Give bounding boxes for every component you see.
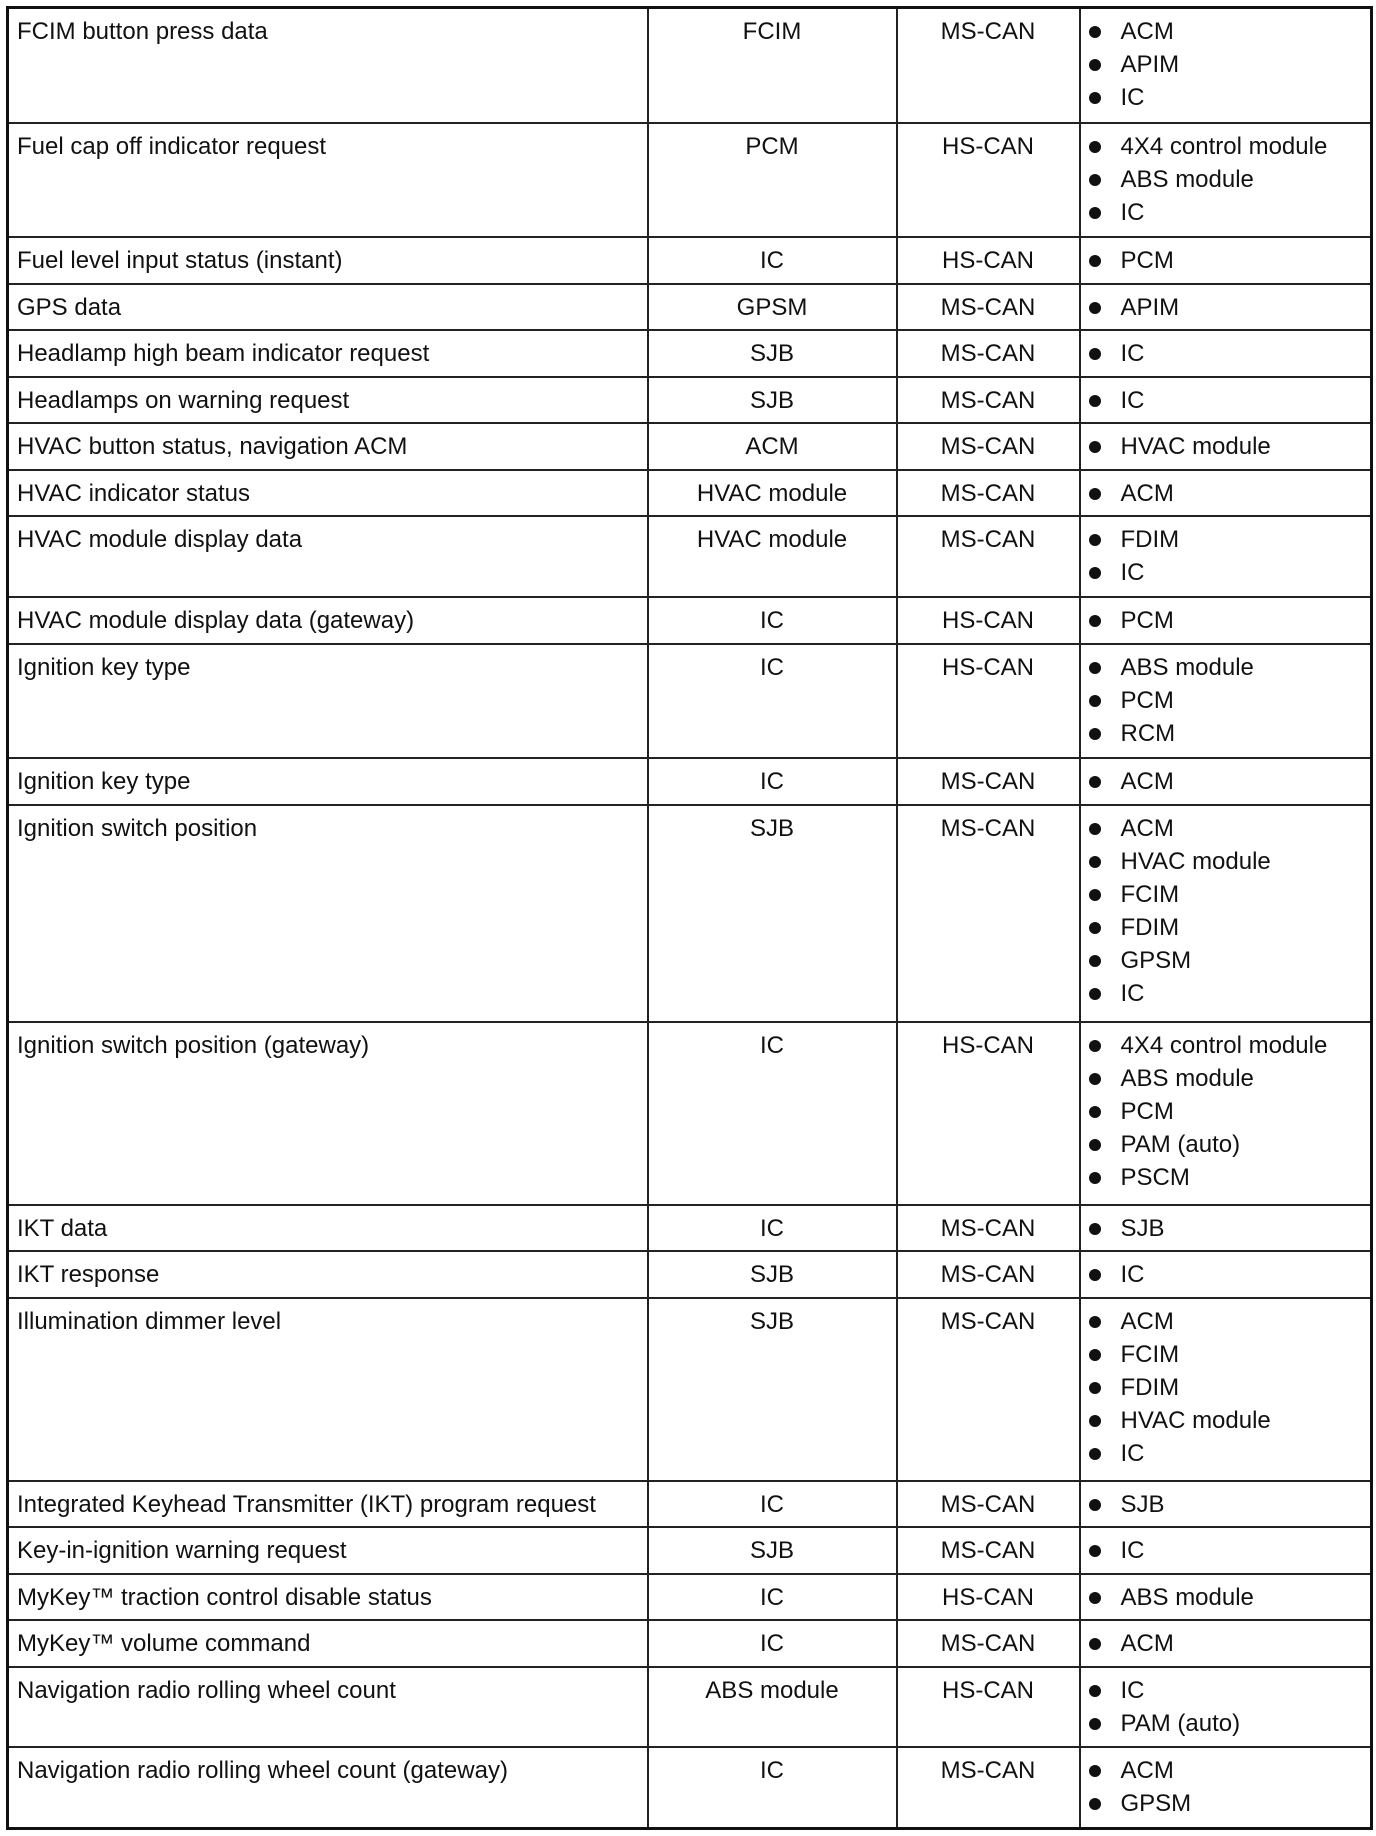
receiver-list [1089, 523, 1363, 589]
message-cell: Headlamps on warning request [8, 377, 648, 424]
receiver-list-item: ACM [1089, 15, 1363, 48]
table-row [8, 123, 1372, 238]
receiver-list [1089, 1581, 1363, 1614]
receiving-modules-cell [1080, 516, 1372, 597]
message-cell: GPS data [8, 284, 648, 331]
message-cell: Ignition switch position [8, 805, 648, 1022]
network-cell: HS-CAN [897, 1667, 1080, 1748]
receiving-modules-cell [1080, 284, 1372, 331]
receiver-list-item: IC [1089, 1534, 1363, 1567]
receiving-modules-cell [1080, 1574, 1372, 1621]
receiving-modules-cell [1080, 805, 1372, 1022]
receiver-list-item: ACM [1089, 765, 1363, 798]
network-cell: HS-CAN [897, 1022, 1080, 1205]
source-module-cell: IC [648, 1205, 897, 1252]
receiver-list [1089, 1305, 1363, 1470]
table-row [8, 237, 1372, 284]
source-module-cell: PCM [648, 123, 897, 238]
message-cell: Illumination dimmer level [8, 1298, 648, 1481]
receiver-list-item: ABS module [1089, 163, 1363, 196]
source-module-cell: GPSM [648, 284, 897, 331]
receiver-list-item: IC [1089, 196, 1363, 229]
receiver-list-item: GPSM [1089, 1787, 1363, 1820]
message-cell: Headlamp high beam indicator request [8, 330, 648, 377]
receiving-modules-cell [1080, 1527, 1372, 1574]
receiver-list [1089, 1488, 1363, 1521]
receiver-list-item: ABS module [1089, 1062, 1363, 1095]
receiving-modules-cell [1080, 237, 1372, 284]
table-row [8, 1251, 1372, 1298]
receiver-list-item: FDIM [1089, 1371, 1363, 1404]
receiver-list-item: IC [1089, 556, 1363, 589]
receiver-list [1089, 1754, 1363, 1820]
receiver-list-item: IC [1089, 1258, 1363, 1291]
receiver-list-item: ABS module [1089, 651, 1363, 684]
network-cell: MS-CAN [897, 377, 1080, 424]
source-module-cell: SJB [648, 1527, 897, 1574]
receiver-list-item: PCM [1089, 1095, 1363, 1128]
source-module-cell: SJB [648, 1298, 897, 1481]
receiver-list [1089, 384, 1363, 417]
receiver-list-item: FDIM [1089, 523, 1363, 556]
source-module-cell: IC [648, 1574, 897, 1621]
network-cell: MS-CAN [897, 805, 1080, 1022]
network-cell: MS-CAN [897, 470, 1080, 517]
receiver-list-item: PCM [1089, 684, 1363, 717]
message-cell: IKT response [8, 1251, 648, 1298]
source-module-cell: HVAC module [648, 516, 897, 597]
message-cell: Navigation radio rolling wheel count (gateway) [8, 1747, 648, 1828]
network-cell: HS-CAN [897, 237, 1080, 284]
source-module-cell: IC [648, 1022, 897, 1205]
table-row [8, 1481, 1372, 1528]
receiving-modules-cell [1080, 470, 1372, 517]
receiving-modules-cell [1080, 1298, 1372, 1481]
network-cell: MS-CAN [897, 1747, 1080, 1828]
receiver-list-item: GPSM [1089, 944, 1363, 977]
receiver-list-item: PCM [1089, 604, 1363, 637]
message-cell: MyKey™ volume command [8, 1620, 648, 1667]
network-cell: MS-CAN [897, 758, 1080, 805]
receiver-list [1089, 430, 1363, 463]
receiver-list-item: HVAC module [1089, 430, 1363, 463]
receiver-list-item: HVAC module [1089, 845, 1363, 878]
receiving-modules-cell [1080, 123, 1372, 238]
network-cell: MS-CAN [897, 1527, 1080, 1574]
source-module-cell: IC [648, 1620, 897, 1667]
table-row [8, 284, 1372, 331]
receiving-modules-cell [1080, 377, 1372, 424]
table-row [8, 423, 1372, 470]
table-row [8, 1298, 1372, 1481]
message-cell: HVAC module display data [8, 516, 648, 597]
network-cell: MS-CAN [897, 516, 1080, 597]
network-cell: MS-CAN [897, 1620, 1080, 1667]
message-cell: Ignition switch position (gateway) [8, 1022, 648, 1205]
receiving-modules-cell [1080, 1481, 1372, 1528]
receiving-modules-cell [1080, 1667, 1372, 1748]
receiver-list-item: FCIM [1089, 878, 1363, 911]
network-cell: HS-CAN [897, 1574, 1080, 1621]
source-module-cell: ABS module [648, 1667, 897, 1748]
network-cell: HS-CAN [897, 597, 1080, 644]
receiver-list [1089, 1674, 1363, 1740]
receiver-list [1089, 1534, 1363, 1567]
receiver-list-item: ACM [1089, 477, 1363, 510]
message-cell: IKT data [8, 1205, 648, 1252]
receiver-list-item: ACM [1089, 812, 1363, 845]
receiver-list [1089, 291, 1363, 324]
table-row [8, 1574, 1372, 1621]
message-cell: MyKey™ traction control disable status [8, 1574, 648, 1621]
receiver-list [1089, 337, 1363, 370]
receiving-modules-cell [1080, 423, 1372, 470]
receiver-list-item: PCM [1089, 244, 1363, 277]
receiving-modules-cell [1080, 1620, 1372, 1667]
receiver-list [1089, 1627, 1363, 1660]
receiver-list [1089, 765, 1363, 798]
page [6, 6, 1370, 1830]
receiver-list-item: ACM [1089, 1305, 1363, 1338]
network-cell: MS-CAN [897, 1298, 1080, 1481]
message-cell: Navigation radio rolling wheel count [8, 1667, 648, 1748]
receiving-modules-cell [1080, 644, 1372, 759]
receiving-modules-cell [1080, 1205, 1372, 1252]
table-body [8, 8, 1372, 1829]
network-cell: MS-CAN [897, 8, 1080, 123]
network-cell: MS-CAN [897, 1481, 1080, 1528]
receiver-list-item: FCIM [1089, 1338, 1363, 1371]
receiving-modules-cell [1080, 8, 1372, 123]
network-cell: MS-CAN [897, 284, 1080, 331]
table-row [8, 1667, 1372, 1748]
table-row [8, 1022, 1372, 1205]
message-cell: FCIM button press data [8, 8, 648, 123]
receiver-list-item: RCM [1089, 717, 1363, 750]
receiver-list-item: APIM [1089, 48, 1363, 81]
receiver-list-item: IC [1089, 81, 1363, 114]
receiving-modules-cell [1080, 597, 1372, 644]
table-row [8, 1527, 1372, 1574]
receiver-list [1089, 1029, 1363, 1194]
source-module-cell: SJB [648, 1251, 897, 1298]
receiver-list-item: HVAC module [1089, 1404, 1363, 1437]
receiver-list-item: IC [1089, 1437, 1363, 1470]
table-row [8, 330, 1372, 377]
receiver-list-item: PSCM [1089, 1161, 1363, 1194]
source-module-cell: IC [648, 1481, 897, 1528]
source-module-cell: IC [648, 758, 897, 805]
source-module-cell: SJB [648, 377, 897, 424]
source-module-cell: IC [648, 237, 897, 284]
receiver-list [1089, 812, 1363, 1010]
receiver-list [1089, 477, 1363, 510]
receiver-list-item: SJB [1089, 1212, 1363, 1245]
receiving-modules-cell [1080, 758, 1372, 805]
table-row [8, 597, 1372, 644]
source-module-cell: SJB [648, 805, 897, 1022]
receiver-list-item: 4X4 control module [1089, 130, 1363, 163]
network-cell: MS-CAN [897, 1205, 1080, 1252]
message-cell: Key-in-ignition warning request [8, 1527, 648, 1574]
table-row [8, 470, 1372, 517]
receiver-list [1089, 604, 1363, 637]
message-cell: Integrated Keyhead Transmitter (IKT) program request [8, 1481, 648, 1528]
receiver-list-item: SJB [1089, 1488, 1363, 1521]
receiver-list [1089, 244, 1363, 277]
receiver-list [1089, 15, 1363, 114]
network-cell: MS-CAN [897, 423, 1080, 470]
receiver-list [1089, 1258, 1363, 1291]
receiver-list-item: ACM [1089, 1627, 1363, 1660]
receiver-list-item: ACM [1089, 1754, 1363, 1787]
source-module-cell: ACM [648, 423, 897, 470]
receiver-list [1089, 651, 1363, 750]
receiver-list-item: FDIM [1089, 911, 1363, 944]
network-cell: MS-CAN [897, 330, 1080, 377]
source-module-cell: IC [648, 1747, 897, 1828]
table-row [8, 644, 1372, 759]
table-row [8, 377, 1372, 424]
receiver-list-item: PAM (auto) [1089, 1128, 1363, 1161]
source-module-cell: IC [648, 644, 897, 759]
receiver-list-item: APIM [1089, 291, 1363, 324]
message-cell: Fuel level input status (instant) [8, 237, 648, 284]
network-message-table [6, 6, 1373, 1830]
source-module-cell: FCIM [648, 8, 897, 123]
receiver-list-item: IC [1089, 337, 1363, 370]
message-cell: HVAC indicator status [8, 470, 648, 517]
network-cell: HS-CAN [897, 123, 1080, 238]
receiver-list-item: IC [1089, 1674, 1363, 1707]
table-row [8, 8, 1372, 123]
message-cell: HVAC module display data (gateway) [8, 597, 648, 644]
receiving-modules-cell [1080, 1747, 1372, 1828]
message-cell: HVAC button status, navigation ACM [8, 423, 648, 470]
table-row [8, 1747, 1372, 1828]
table-row [8, 516, 1372, 597]
receiver-list-item: 4X4 control module [1089, 1029, 1363, 1062]
table-row [8, 1620, 1372, 1667]
receiver-list [1089, 130, 1363, 229]
source-module-cell: HVAC module [648, 470, 897, 517]
table-row [8, 1205, 1372, 1252]
receiving-modules-cell [1080, 1022, 1372, 1205]
network-cell: MS-CAN [897, 1251, 1080, 1298]
receiving-modules-cell [1080, 1251, 1372, 1298]
message-cell: Fuel cap off indicator request [8, 123, 648, 238]
receiver-list-item: IC [1089, 977, 1363, 1010]
receiver-list-item: ABS module [1089, 1581, 1363, 1614]
receiver-list [1089, 1212, 1363, 1245]
table-row [8, 805, 1372, 1022]
source-module-cell: SJB [648, 330, 897, 377]
network-cell: HS-CAN [897, 644, 1080, 759]
receiving-modules-cell [1080, 330, 1372, 377]
receiver-list-item: IC [1089, 384, 1363, 417]
message-cell: Ignition key type [8, 644, 648, 759]
source-module-cell: IC [648, 597, 897, 644]
message-cell: Ignition key type [8, 758, 648, 805]
table-row [8, 758, 1372, 805]
receiver-list-item: PAM (auto) [1089, 1707, 1363, 1740]
